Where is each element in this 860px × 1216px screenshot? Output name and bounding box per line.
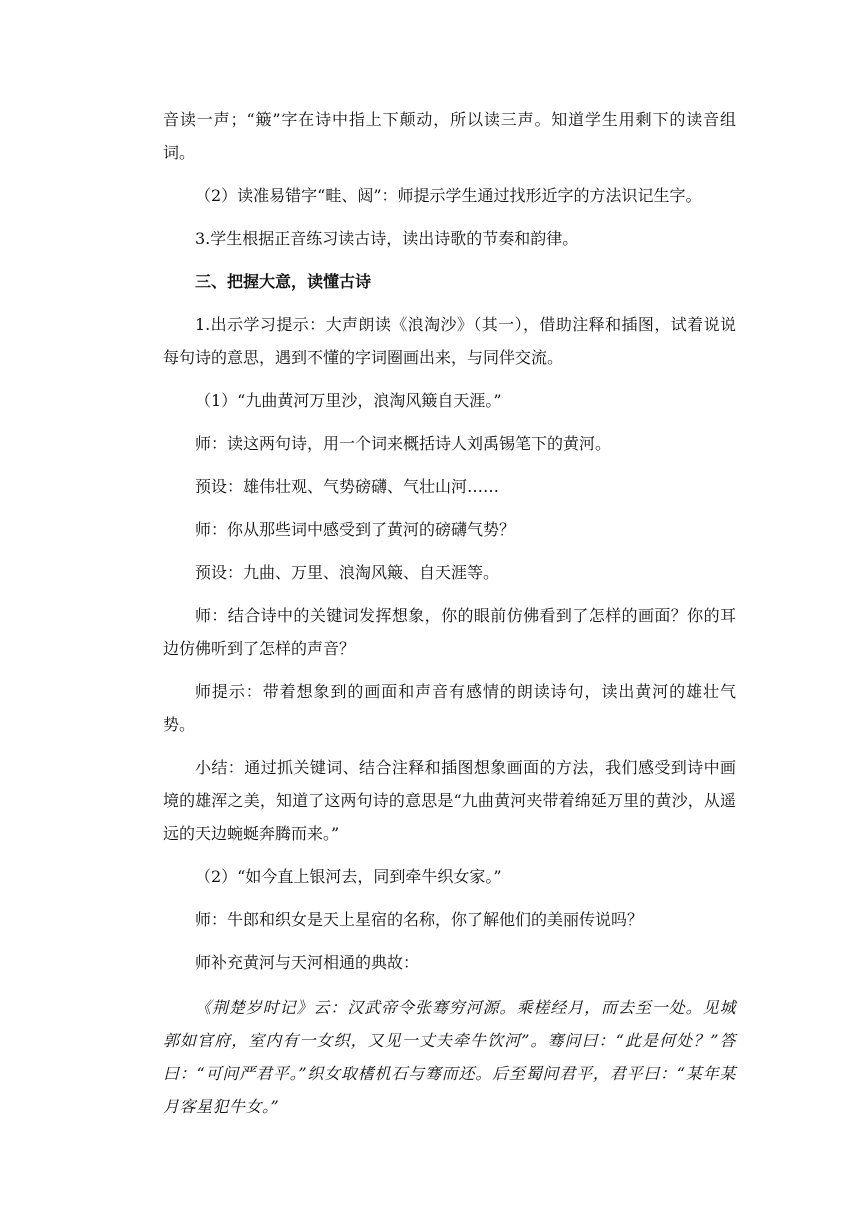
document-body [163, 103, 736, 1123]
paragraph-error-prone-characters: （2）读准易错字“畦、闼”：师提示学生通过找形近字的方法识记生字。 [195, 186, 702, 205]
paragraph-preset-answer-1: 预设：雄伟壮观、气势磅礴、气壮山河…… [195, 477, 500, 496]
paragraph-allusion-intro: 师补充黄河与天河相通的典故： [195, 953, 420, 972]
paragraph-summary: 小结：通过抓关键词、结合注释和插图想象画面的方法，我们感受到诗中画境的雄浑之美，知道了这两句诗的意思是“九曲黄河夹带着绵延万里的黄沙，从遥远的天边蜿蜒奔腾而来。” [163, 758, 736, 843]
paragraph-teacher-question-2: 师：你从那些词中感受到了黄河的磅礴气势？ [195, 520, 516, 539]
paragraph-practice-reading: 3.学生根据正音练习读古诗，读出诗歌的节奏和韵律。 [195, 229, 579, 248]
paragraph-preset-answer-2: 预设：九曲、万里、浪淘风簸、自天涯等。 [195, 563, 500, 582]
paragraph-teacher-question-3: 师：结合诗中的关键词发挥想象，你的眼前仿佛看到了怎样的画面？你的耳边仿佛听到了怎样的声音？ [163, 606, 736, 658]
paragraph-teacher-question-1: 师：读这两句诗，用一个词来概括诗人刘禹锡笔下的黄河。 [195, 434, 612, 453]
paragraph-poem-lines-1: （1）“九曲黄河万里沙，浪淘风簸自天涯。” [195, 391, 502, 410]
paragraph-poem-lines-2: （2）“如今直上银河去，同到牵牛织女家。” [195, 867, 502, 886]
paragraph-learning-prompt: 1.出示学习提示：大声朗读《浪淘沙》（其一），借助注释和插图，试着说说每句诗的意思，遇到不懂的字词圈画出来，与同伴交流。 [163, 315, 736, 367]
paragraph-teacher-tip: 师提示：带着想象到的画面和声音有感情的朗读诗句，读出黄河的雄壮气势。 [163, 682, 736, 734]
paragraph-teacher-question-4: 师：牛郎和织女是天上星宿的名称，你了解他们的美丽传说吗？ [195, 910, 644, 929]
paragraph-pronunciation-note: 音读一声；“簸”字在诗中指上下颠动，所以读三声。知道学生用剩下的读音组词。 [163, 110, 736, 162]
paragraph-allusion-quote: 《荆楚岁时记》云：汉武帝令张骞穷河源。乘槎经月，而去至一处。见城郭如官府，室内有一女织，又见一丈夫牵牛饮河”。骞问曰：“此是何处？”答曰：“可问严君平。”织女取榰机石与骞而还。后至蜀问君平，君平曰：“某年某月客星犯牛女。” [163, 998, 736, 1116]
section-heading: 三、把握大意，读懂古诗 [195, 272, 372, 291]
